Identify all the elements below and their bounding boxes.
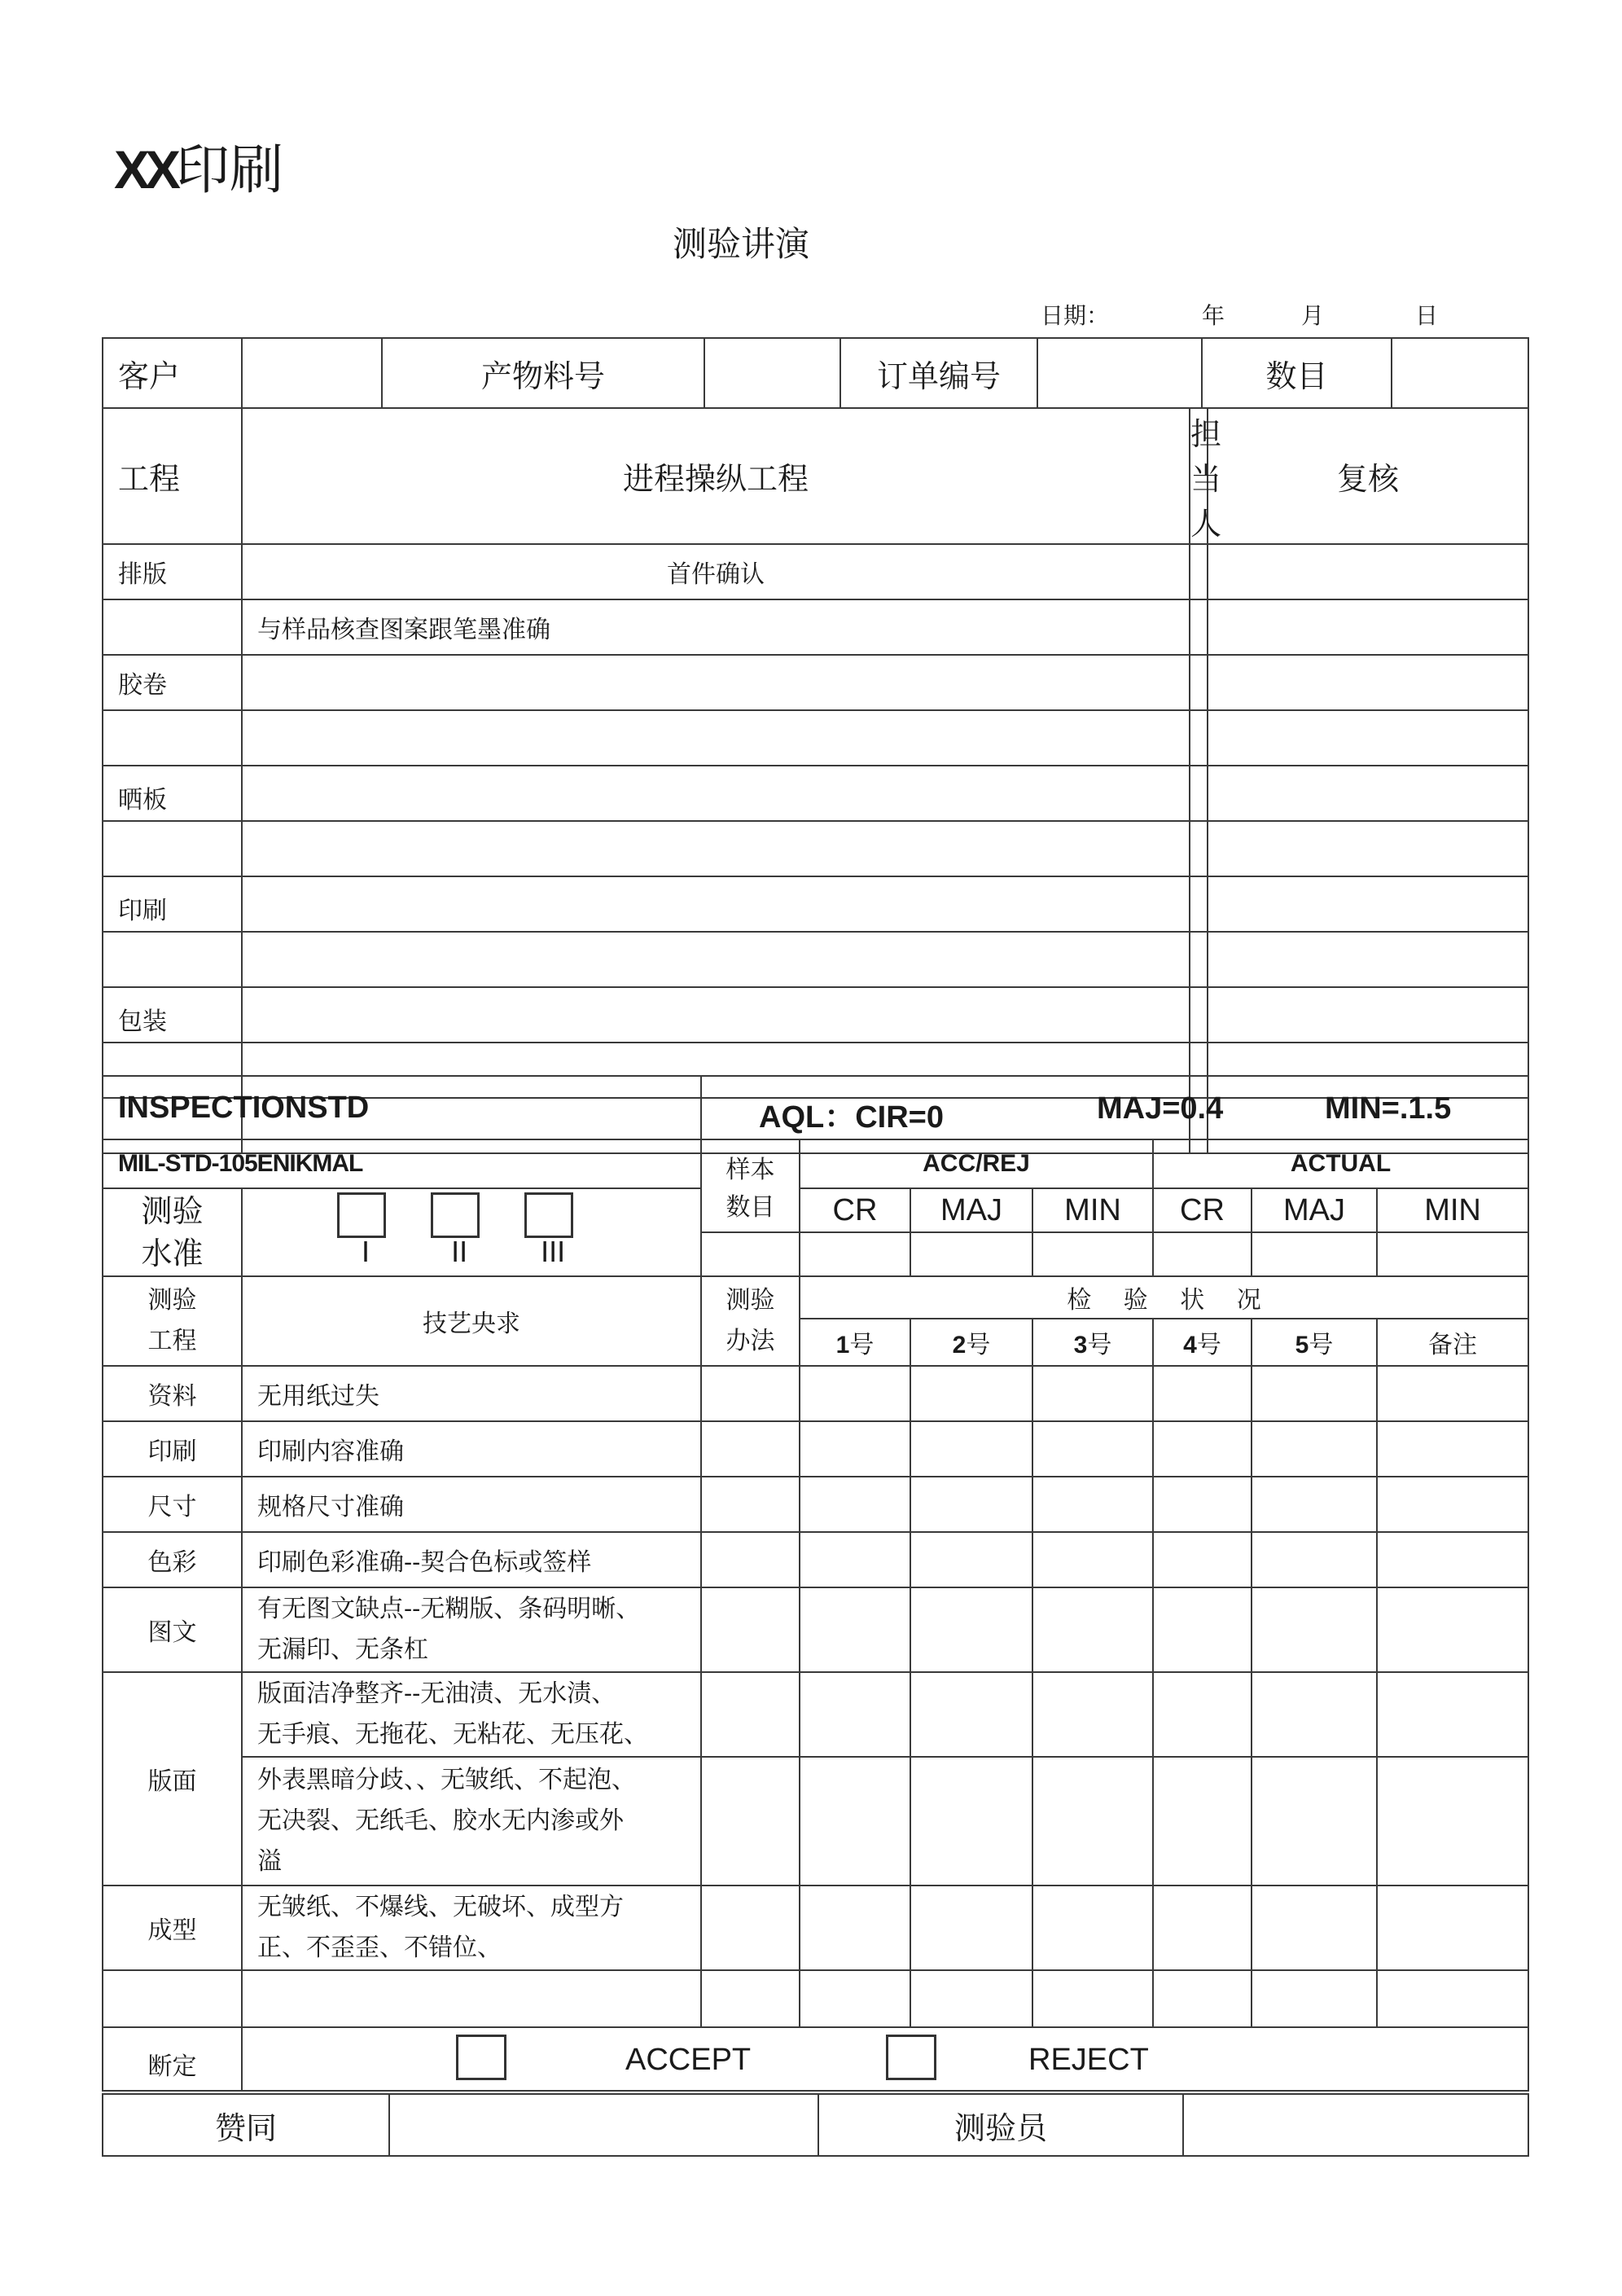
process-name: 包装 bbox=[103, 987, 242, 1043]
check-method[interactable] bbox=[701, 1421, 800, 1477]
process-row bbox=[103, 987, 1528, 1043]
project-header: 工程 bbox=[103, 408, 242, 544]
check-result-4[interactable] bbox=[1153, 1757, 1252, 1886]
acc-cr-value[interactable] bbox=[800, 1232, 910, 1276]
check-result-4[interactable] bbox=[1153, 1421, 1252, 1477]
process-row bbox=[103, 599, 1528, 655]
check-result-2[interactable] bbox=[910, 1757, 1032, 1886]
process-name bbox=[103, 710, 242, 766]
process-name: 排版 bbox=[103, 544, 242, 599]
aql-cir: AQL：CIR=0 bbox=[759, 1100, 944, 1135]
process-person[interactable] bbox=[1190, 821, 1208, 876]
check-remark[interactable] bbox=[1377, 1366, 1528, 1421]
process-person[interactable] bbox=[1190, 987, 1208, 1043]
actual-min: MIN bbox=[1377, 1188, 1528, 1232]
check-remark[interactable] bbox=[1377, 1477, 1528, 1532]
check-result-3[interactable] bbox=[1032, 1757, 1153, 1886]
date-day: 日 bbox=[1415, 302, 1439, 329]
check-remark[interactable] bbox=[1377, 1587, 1528, 1672]
process-content: 首件确认 bbox=[242, 544, 1190, 599]
requirement-header: 技艺央求 bbox=[242, 1276, 701, 1366]
process-review[interactable] bbox=[1208, 876, 1528, 932]
check-name bbox=[103, 1970, 242, 2027]
process-review[interactable] bbox=[1208, 599, 1528, 655]
check-name: 色彩 bbox=[103, 1532, 242, 1587]
check-result-2[interactable] bbox=[910, 1886, 1032, 1970]
check-row bbox=[103, 1886, 1528, 1970]
brand-text: 印刷 bbox=[176, 138, 284, 201]
check-result-5[interactable] bbox=[1252, 1421, 1377, 1477]
process-content bbox=[242, 655, 1190, 710]
check-requirement: 有无图文缺点--无糊版、条码明晰、 无漏印、无条杠 bbox=[242, 1587, 701, 1672]
acc-maj: MAJ bbox=[910, 1188, 1032, 1232]
check-result-5[interactable] bbox=[1252, 1532, 1377, 1587]
process-name: 印刷 bbox=[103, 876, 242, 932]
process-person[interactable] bbox=[1190, 766, 1208, 821]
process-review[interactable] bbox=[1208, 544, 1528, 599]
footer-table bbox=[102, 2093, 1529, 2157]
actual-min-value[interactable] bbox=[1377, 1232, 1528, 1276]
method-label bbox=[701, 1276, 800, 1366]
acc-cr: CR bbox=[800, 1188, 910, 1232]
order-no-value[interactable] bbox=[1037, 338, 1202, 408]
check-result-4[interactable] bbox=[1153, 1366, 1252, 1421]
check-result-2[interactable] bbox=[910, 1970, 1032, 2027]
check-result-5[interactable] bbox=[1252, 1970, 1377, 2027]
check-result-4[interactable] bbox=[1153, 1886, 1252, 1970]
customer-label: 客户 bbox=[103, 338, 242, 408]
level-options bbox=[242, 1188, 701, 1276]
process-content bbox=[242, 876, 1190, 932]
check-result-5[interactable] bbox=[1252, 1757, 1377, 1886]
process-content bbox=[242, 932, 1190, 987]
actual-cr: CR bbox=[1153, 1188, 1252, 1232]
level-ii-label: II bbox=[451, 1235, 468, 1268]
check-result-4[interactable] bbox=[1153, 1970, 1252, 2027]
process-row bbox=[103, 766, 1528, 821]
check-result-1[interactable] bbox=[800, 1366, 910, 1421]
process-table bbox=[102, 337, 1529, 1154]
no-digit: 4 bbox=[1183, 1332, 1197, 1359]
check-method[interactable] bbox=[701, 1757, 800, 1886]
acc-min: MIN bbox=[1032, 1188, 1153, 1232]
crit-row bbox=[103, 1188, 1528, 1232]
verdict-row bbox=[103, 2027, 1528, 2091]
process-row bbox=[103, 655, 1528, 710]
check-method[interactable] bbox=[701, 1886, 800, 1970]
process-person[interactable] bbox=[1190, 655, 1208, 710]
no-suffix: 号 bbox=[966, 1331, 991, 1359]
date-month: 月 bbox=[1301, 302, 1325, 329]
process-name bbox=[103, 821, 242, 876]
check-result-4[interactable] bbox=[1153, 1477, 1252, 1532]
no-digit: 3 bbox=[1073, 1332, 1088, 1359]
accept-checkbox[interactable] bbox=[456, 2035, 506, 2080]
aql-maj: MAJ=0.4 bbox=[1097, 1091, 1224, 1126]
check-row bbox=[103, 1477, 1528, 1532]
check-requirement: 印刷内容准确 bbox=[242, 1421, 701, 1477]
process-person[interactable] bbox=[1190, 599, 1208, 655]
process-name: 胶卷 bbox=[103, 655, 242, 710]
check-remark[interactable] bbox=[1377, 1970, 1528, 2027]
date-label: 日期： bbox=[1041, 302, 1110, 329]
inspector-label: 测验员 bbox=[818, 2094, 1183, 2156]
product-no-value[interactable] bbox=[704, 338, 840, 408]
process-person[interactable] bbox=[1190, 876, 1208, 932]
check-result-3[interactable] bbox=[1032, 1421, 1153, 1477]
process-review[interactable] bbox=[1208, 987, 1528, 1043]
check-name: 资料 bbox=[103, 1366, 242, 1421]
aql-min: MIN=.1.5 bbox=[1325, 1091, 1452, 1126]
sample-no-3 bbox=[1032, 1319, 1153, 1366]
check-result-5[interactable] bbox=[1252, 1366, 1377, 1421]
check-method[interactable] bbox=[701, 1532, 800, 1587]
customer-value[interactable] bbox=[242, 338, 382, 408]
sample-label-1: 样本 bbox=[726, 1156, 775, 1184]
check-result-3[interactable] bbox=[1032, 1366, 1153, 1421]
check-result-2[interactable] bbox=[910, 1421, 1032, 1477]
check-row bbox=[103, 1970, 1528, 2027]
level-ii-option[interactable] bbox=[431, 1192, 488, 1266]
order-no-label: 订单编号 bbox=[840, 338, 1037, 408]
check-project-label bbox=[103, 1276, 242, 1366]
check-requirement: 印刷色彩准确--契合色标或签样 bbox=[242, 1532, 701, 1587]
level-label-1: 测验 bbox=[141, 1193, 204, 1229]
acc-rej-header: ACC/REJ bbox=[800, 1139, 1153, 1188]
accept-label: ACCEPT bbox=[625, 2043, 752, 2077]
sample-no-5 bbox=[1252, 1319, 1377, 1366]
proj-label-2: 工程 bbox=[147, 1327, 197, 1355]
process-person[interactable] bbox=[1190, 544, 1208, 599]
actual-header: ACTUAL bbox=[1153, 1139, 1528, 1188]
no-suffix: 号 bbox=[1087, 1331, 1112, 1359]
level-i-option[interactable] bbox=[337, 1192, 394, 1266]
check-result-2[interactable] bbox=[910, 1532, 1032, 1587]
status-header: 检 验 状 况 bbox=[800, 1276, 1528, 1319]
check-result-1[interactable] bbox=[800, 1421, 910, 1477]
process-content: 与样品核查图案跟笔墨准确 bbox=[242, 599, 1190, 655]
actual-cr-value[interactable] bbox=[1153, 1232, 1252, 1276]
check-result-5[interactable] bbox=[1252, 1672, 1377, 1757]
check-method[interactable] bbox=[701, 1672, 800, 1757]
check-result-1[interactable] bbox=[800, 1757, 910, 1886]
check-result-3[interactable] bbox=[1032, 1532, 1153, 1587]
approve-signature[interactable] bbox=[389, 2094, 818, 2156]
process-name: 晒板 bbox=[103, 766, 242, 821]
quantity-label: 数目 bbox=[1202, 338, 1392, 408]
process-row bbox=[103, 821, 1528, 876]
no-suffix: 号 bbox=[1309, 1331, 1334, 1359]
check-result-3[interactable] bbox=[1032, 1587, 1153, 1672]
check-result-5[interactable] bbox=[1252, 1587, 1377, 1672]
check-method[interactable] bbox=[701, 1970, 800, 2027]
check-method[interactable] bbox=[701, 1587, 800, 1672]
process-content bbox=[242, 987, 1190, 1043]
mil-std: MIL-STD-105ENIKMAL bbox=[103, 1139, 701, 1188]
process-header-row bbox=[103, 408, 1528, 544]
acc-min-value[interactable] bbox=[1032, 1232, 1153, 1276]
check-result-1[interactable] bbox=[800, 1532, 910, 1587]
check-requirement[interactable] bbox=[242, 1970, 701, 2027]
check-result-3[interactable] bbox=[1032, 1970, 1153, 2027]
check-requirement: 规格尺寸准确 bbox=[242, 1477, 701, 1532]
check-method[interactable] bbox=[701, 1477, 800, 1532]
date-year: 年 bbox=[1202, 302, 1225, 329]
check-result-5[interactable] bbox=[1252, 1477, 1377, 1532]
person-header: 担当人 bbox=[1190, 408, 1208, 544]
std-row bbox=[103, 1076, 1528, 1139]
inspection-std: INSPECTIONSTD bbox=[103, 1076, 701, 1139]
brand-xx: XX bbox=[114, 139, 177, 200]
reject-checkbox[interactable] bbox=[886, 2035, 936, 2080]
check-row bbox=[103, 1757, 1528, 1886]
level-label bbox=[103, 1188, 242, 1276]
sample-count-label bbox=[701, 1139, 800, 1232]
check-result-2[interactable] bbox=[910, 1672, 1032, 1757]
check-result-1[interactable] bbox=[800, 1970, 910, 2027]
verdict-label: 断定 bbox=[103, 2027, 242, 2091]
mil-row bbox=[103, 1139, 1528, 1188]
control-header: 进程操纵工程 bbox=[242, 408, 1190, 544]
sample-no-4 bbox=[1153, 1319, 1252, 1366]
inspection-table bbox=[102, 1075, 1529, 2092]
check-name: 成型 bbox=[103, 1886, 242, 1970]
check-row bbox=[103, 1366, 1528, 1421]
process-person[interactable] bbox=[1190, 710, 1208, 766]
method-label-1: 测验 bbox=[726, 1286, 775, 1315]
process-content bbox=[242, 821, 1190, 876]
level-label-2: 水准 bbox=[141, 1236, 204, 1271]
sample-label-2: 数目 bbox=[726, 1193, 775, 1222]
level-i-label: I bbox=[361, 1235, 370, 1268]
process-review[interactable] bbox=[1208, 821, 1528, 876]
approve-label: 赞同 bbox=[103, 2094, 389, 2156]
check-row bbox=[103, 1672, 1528, 1757]
check-row bbox=[103, 1421, 1528, 1477]
process-content bbox=[242, 766, 1190, 821]
info-row bbox=[103, 338, 1528, 408]
check-result-1[interactable] bbox=[800, 1886, 910, 1970]
process-review[interactable] bbox=[1208, 932, 1528, 987]
check-result-3[interactable] bbox=[1032, 1672, 1153, 1757]
actual-maj: MAJ bbox=[1252, 1188, 1377, 1232]
level-i-checkbox[interactable] bbox=[337, 1192, 386, 1238]
check-method[interactable] bbox=[701, 1366, 800, 1421]
check-result-3[interactable] bbox=[1032, 1886, 1153, 1970]
no-suffix: 号 bbox=[849, 1331, 875, 1359]
process-person[interactable] bbox=[1190, 932, 1208, 987]
check-result-5[interactable] bbox=[1252, 1886, 1377, 1970]
verdict-options bbox=[242, 2027, 1528, 2091]
level-iii-option[interactable] bbox=[524, 1192, 581, 1266]
check-header-row bbox=[103, 1276, 1528, 1319]
check-requirement: 外表黑暗分歧、、无皱纸、不起泡、 无决裂、无纸毛、胶水无内渗或外 溢 bbox=[242, 1757, 701, 1886]
check-requirement: 无皱纸、不爆线、无破坏、成型方 正、不歪歪、不错位、 bbox=[242, 1886, 701, 1970]
check-requirement: 无用纸过失 bbox=[242, 1366, 701, 1421]
check-name: 版面 bbox=[103, 1672, 242, 1886]
method-label-2: 办法 bbox=[726, 1327, 775, 1355]
signature-row bbox=[103, 2094, 1528, 2156]
process-review[interactable] bbox=[1208, 710, 1528, 766]
check-name: 尺寸 bbox=[103, 1477, 242, 1532]
inspector-signature[interactable] bbox=[1183, 2094, 1528, 2156]
check-result-4[interactable] bbox=[1153, 1532, 1252, 1587]
check-remark[interactable] bbox=[1377, 1886, 1528, 1970]
check-result-1[interactable] bbox=[800, 1672, 910, 1757]
check-row bbox=[103, 1587, 1528, 1672]
process-name bbox=[103, 932, 242, 987]
process-row bbox=[103, 932, 1528, 987]
check-remark[interactable] bbox=[1377, 1532, 1528, 1587]
proj-label-1: 测验 bbox=[147, 1286, 197, 1315]
no-digit: 2 bbox=[952, 1332, 967, 1359]
level-ii-checkbox[interactable] bbox=[431, 1192, 480, 1238]
sample-count-value[interactable] bbox=[701, 1232, 800, 1276]
check-result-2[interactable] bbox=[910, 1477, 1032, 1532]
check-result-1[interactable] bbox=[800, 1477, 910, 1532]
process-review[interactable] bbox=[1208, 655, 1528, 710]
process-review[interactable] bbox=[1208, 766, 1528, 821]
check-name: 印刷 bbox=[103, 1421, 242, 1477]
brand-title bbox=[114, 137, 283, 203]
process-row bbox=[103, 710, 1528, 766]
product-no-label: 产物料号 bbox=[382, 338, 704, 408]
level-iii-label: III bbox=[541, 1235, 566, 1268]
no-digit: 5 bbox=[1295, 1332, 1309, 1359]
check-row bbox=[103, 1532, 1528, 1587]
actual-maj-value[interactable] bbox=[1252, 1232, 1377, 1276]
check-remark[interactable] bbox=[1377, 1672, 1528, 1757]
sample-no-2 bbox=[910, 1319, 1032, 1366]
aql-cell bbox=[701, 1076, 1528, 1139]
process-content bbox=[242, 710, 1190, 766]
check-result-1[interactable] bbox=[800, 1587, 910, 1672]
no-digit: 1 bbox=[835, 1332, 850, 1359]
check-remark[interactable] bbox=[1377, 1757, 1528, 1886]
level-iii-checkbox[interactable] bbox=[524, 1192, 573, 1238]
check-result-2[interactable] bbox=[910, 1366, 1032, 1421]
no-suffix: 号 bbox=[1196, 1331, 1221, 1359]
reject-label: REJECT bbox=[1028, 2043, 1149, 2077]
check-result-4[interactable] bbox=[1153, 1672, 1252, 1757]
check-result-4[interactable] bbox=[1153, 1587, 1252, 1672]
page-title: 测验讲演 bbox=[673, 224, 810, 264]
check-result-3[interactable] bbox=[1032, 1477, 1153, 1532]
process-row bbox=[103, 876, 1528, 932]
check-result-2[interactable] bbox=[910, 1587, 1032, 1672]
quantity-value[interactable] bbox=[1392, 338, 1528, 408]
check-name: 图文 bbox=[103, 1587, 242, 1672]
check-remark[interactable] bbox=[1377, 1421, 1528, 1477]
remark-header: 备注 bbox=[1377, 1319, 1528, 1366]
sample-no-1 bbox=[800, 1319, 910, 1366]
process-row bbox=[103, 544, 1528, 599]
check-requirement: 版面洁净整齐--无油渍、无水渍、 无手痕、无拖花、无粘花、无压花、 bbox=[242, 1672, 701, 1757]
process-name bbox=[103, 599, 242, 655]
acc-maj-value[interactable] bbox=[910, 1232, 1032, 1276]
review-header: 复核 bbox=[1208, 408, 1528, 544]
